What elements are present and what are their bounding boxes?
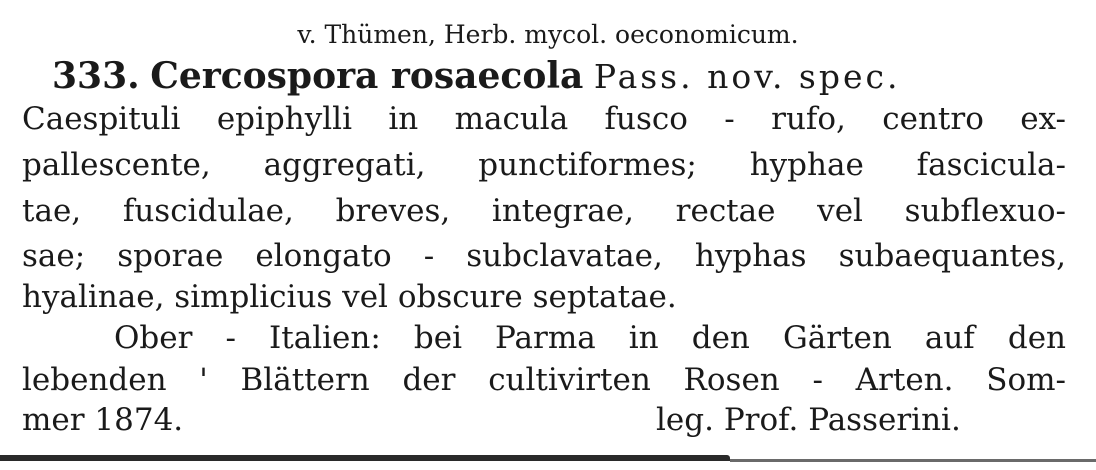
collector: leg. Prof. Passerini. xyxy=(656,402,961,438)
collection-date: mer 1874. xyxy=(22,402,184,438)
species-authority: Pass. nov. spec. xyxy=(593,57,901,96)
locality-line-2: lebenden ' Blättern der cultivirten Rosen - Arten. Som- xyxy=(22,362,1066,398)
bottom-border-rule-faint xyxy=(730,459,1096,462)
label-header: v. Thümen, Herb. mycol. oeconomicum. xyxy=(297,20,799,49)
entry-number: 333. xyxy=(52,55,140,97)
description-line-1: Caespituli epiphylli in macula fusco - rufo, centro ex- xyxy=(22,101,1066,137)
species-name: Cercospora rosaecola xyxy=(150,55,584,97)
entry-title xyxy=(52,55,1062,97)
description-line-4: sae; sporae elongato - subclavatae, hyphas subaequantes, xyxy=(22,238,1066,274)
description-line-3: tae, fuscidulae, breves, integrae, rectae vel subflexuo- xyxy=(22,193,1066,229)
locality-line-1: Ober - Italien: bei Parma in den Gärten auf den xyxy=(114,320,1066,356)
description-line-5: hyalinae, simplicius vel obscure septatae. xyxy=(22,279,677,315)
bottom-border-rule xyxy=(0,455,730,461)
description-line-2: pallescente, aggregati, punctiformes; hyphae fascicula- xyxy=(22,147,1066,183)
